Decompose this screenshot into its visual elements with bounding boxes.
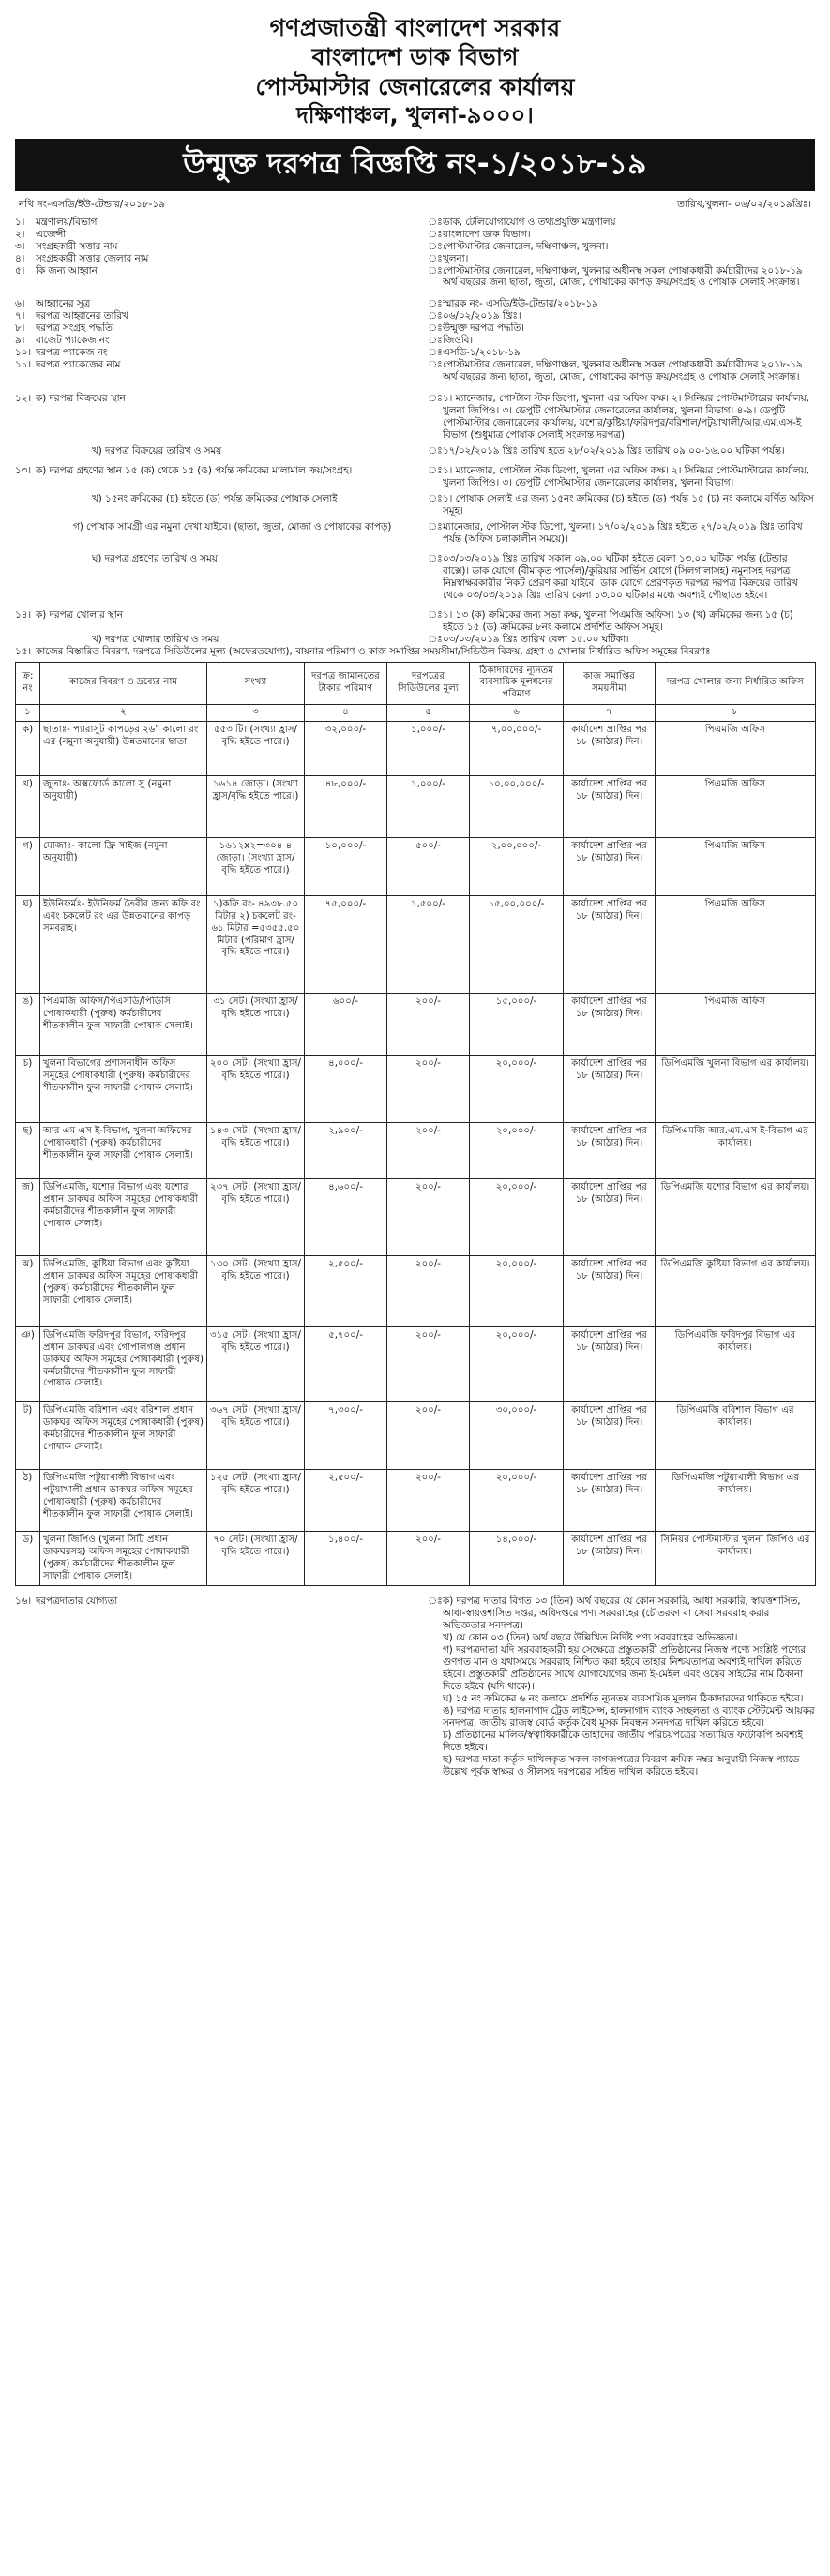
row-number: ৩। (15, 240, 25, 252)
table-cell-sl: ঠ) (16, 1470, 40, 1532)
row-number: ১১। (15, 359, 32, 371)
row-number: ১৫। (15, 645, 32, 657)
table-cell-office: ডিপিএমজি আর.এম.এস ই-বিভাগ এর কার্যালয়। (656, 1123, 816, 1179)
row-value: বাংলাদেশ ডাক বিভাগ। (443, 228, 531, 240)
qualification-item: খ) যে কোন ০৩ (তিন) অর্থ বছরে উল্লিখিত নির্দিষ্ট পণ্য সরবরাহের অভিজ্ঞতা। (443, 1632, 738, 1644)
column-header: দরপত্র জামানতের টাকার পরিমাণ (305, 662, 387, 705)
info-row (15, 310, 815, 322)
row-colon: ঃ (428, 228, 443, 240)
row-label: দরপত্র সংগ্রহ পদ্ধতি (36, 322, 113, 335)
row-value: স্মারক নং- এসডি/ইউ-টেন্ডার/২০১৮-১৯ (443, 298, 598, 310)
table-cell-deposit: ২,৯০০/- (305, 1123, 387, 1179)
column-index: ৮ (656, 705, 816, 722)
table-cell-capital: ২০,০০০/- (470, 1056, 564, 1123)
row-label: দরপত্র প্যাকেজ নং (36, 347, 108, 359)
opening-date-row (15, 634, 815, 646)
table-cell-deposit: ৪,৬০০/- (305, 1179, 387, 1256)
row-label: ক) দরপত্র বিক্রয়ের স্থান (36, 393, 126, 405)
row-number: ৭। (15, 310, 25, 322)
row-value: জিওবি। (443, 335, 474, 347)
row-colon: ঃ (428, 322, 443, 335)
table-cell-qty: ১২৫ সেট। (সংখ্যা হ্রাস/বৃদ্ধি হইতে পারে।) (207, 1470, 305, 1532)
row-label: আহ্বানের সূত্র (36, 298, 91, 310)
table-cell-capital: ৩০,০০০/- (470, 1402, 564, 1470)
row-value: ডাক, টেলিযোগাযোগ ও তথ্যপ্রযুক্তি মন্ত্রণালয় (443, 216, 616, 228)
table-cell-schedule: ২০০/- (387, 1470, 470, 1532)
row-number: ১৬। (15, 1595, 32, 1608)
table-cell-deposit: ৪৮,০০০/- (305, 776, 387, 838)
row-label: ঘ) দরপত্র গ্রহণের তারিখ ও সময় (92, 552, 218, 564)
info-row (15, 265, 815, 290)
row-value: পোস্টমাস্টার জেনারেল, দক্ষিণাঞ্চল, খুলনা। (443, 240, 609, 252)
table-cell-capital: ১৫,০০,০০০/- (470, 896, 564, 994)
row-value: ০৬/০২/২০১৯ খ্রিঃ। (443, 310, 521, 322)
memo-line (15, 197, 815, 217)
table-cell-time: কার্যাদেশ প্রাপ্তির পর ১৮ (আঠার) দিন। (564, 1056, 656, 1123)
row-label: দরপত্রদাতার যোগ্যতা (36, 1595, 118, 1608)
column-header: ক্র: নং (16, 662, 40, 705)
table-header-row (16, 662, 816, 705)
header-department: বাংলাদেশ ডাক বিভাগ (311, 43, 519, 71)
row-number: ৪। (15, 252, 25, 264)
table-row (16, 1123, 816, 1179)
table-cell-deposit: ১,৪০০/- (305, 1532, 387, 1586)
row-label: দরপত্র আহ্বানের তারিখ (36, 310, 128, 322)
table-cell-desc: আর এম এস ই-বিভাগ, খুলনা অফিসের পোষাকধারী (পুরুষ) কর্মচারীদের শীতকালীন ফুল সাফারী পোষাক সেলাই। (40, 1123, 207, 1179)
row-colon: ঃ (428, 445, 443, 457)
row-label: এজেন্সী (36, 228, 67, 240)
row-label: মন্ত্রণালয়/বিভাগ (36, 216, 98, 228)
table-cell-capital: ১০,০০,০০০/- (470, 776, 564, 838)
tender-items-table (15, 662, 816, 1587)
sample-view-row (15, 521, 815, 546)
table-cell-schedule: ১,০০০/- (387, 722, 470, 776)
table-cell-office: পিএমজি অফিস (656, 896, 816, 994)
table-cell-capital: ২,০০,০০০/- (470, 838, 564, 896)
row-colon: ঃ (428, 252, 443, 264)
table-row (16, 1532, 816, 1586)
table-cell-sl: ড) (16, 1532, 40, 1586)
letterhead (15, 13, 815, 129)
row-number: ১৪। (15, 608, 32, 621)
column-index: ২ (40, 705, 207, 722)
table-cell-office: ডিপিএমজি কুষ্টিয়া বিভাগ এর কার্যালয়। (656, 1256, 816, 1327)
row-number: ১৩। (15, 465, 32, 477)
table-cell-desc: ডিপিএমজি ফরিদপুর বিভাগ, ফরিদপুর প্রধান ডাকঘর এবং গোপালগঞ্জ প্রধান ডাকঘর অফিস সমূহের পোষাকধারী (পুরুষ) কর্মচারীদের শীতকালীন ফুল সাফারী পোষাক সেলাই। (40, 1327, 207, 1402)
row-colon: ঃ (428, 520, 443, 532)
table-cell-schedule: ২০০/- (387, 1123, 470, 1179)
notice-title-banner: উন্মুক্ত দরপত্র বিজ্ঞপ্তি নং-১/২০১৮-১৯ (15, 139, 815, 191)
row-colon: ঃ (428, 335, 443, 347)
row-colon: ঃ (428, 240, 443, 252)
row-value: ১। ম্যানেজার, পোস্টাল স্টক ডিপো, খুলনা এর অফিস কক্ষ। ২। সিনিয়র পোস্টমাস্টারের কার্যালয়, খুলনা জিপিও। ৩। ডেপুটি পোস্টমাস্টার জেনারেলের কার্যালয়, খুলনা বিভাগ। (443, 465, 809, 489)
column-index: ৫ (387, 705, 470, 722)
row-number: ৫। (15, 264, 25, 277)
info-row (15, 347, 815, 359)
row-label: ক) দরপত্র খোলার স্থান (36, 608, 123, 621)
row-value: উন্মুক্ত দরপত্র পদ্ধতি। (443, 322, 524, 335)
table-cell-deposit: ৬০০/- (305, 994, 387, 1056)
column-header: সংখ্যা (207, 662, 305, 705)
table-cell-time: কার্যাদেশ প্রাপ্তির পর ১৮ (আঠার) দিন। (564, 838, 656, 896)
table-intro-row (15, 646, 815, 658)
table-cell-qty: ১৬১৪ জোড়া। (সংখ্যা হ্রাস/বৃদ্ধি হইতে পারে।) (207, 776, 305, 838)
table-cell-office: পিএমজি অফিস (656, 994, 816, 1056)
column-header: কাজ সমাপ্তির সময়সীমা (564, 662, 656, 705)
row-colon: ঃ (428, 264, 443, 277)
table-cell-desc: মোজাঃ- কালো ফ্রি সাইজ (নমুনা অনুযায়ী) (40, 838, 207, 896)
row-colon: ঃ (428, 298, 443, 310)
table-cell-qty: ৫৫৩ টি। (সংখ্যা হ্রাস/বৃদ্ধি হইতে পারে।) (207, 722, 305, 776)
table-cell-desc: ছাতাঃ- প্যারাসুট কাপড়ের ২৬" কালো রং এর (নমুনা অনুযায়ী) উন্নতমানের ছাতা। (40, 722, 207, 776)
row-value: পোস্টমাস্টার জেনারেল, দক্ষিণাঞ্চল, খুলনার অধীনস্থ সকল পোষাকধারী কর্মচারীদের ২০১৮-১৯ অর্থ বছরের জন্য ছাতা, জুতা, মোজা, পোষাকের কাপড় ক্রয়/সংগ্রহ ও পোষাক সেলাই সংক্রান্ত। (443, 264, 803, 289)
table-cell-schedule: ২০০/- (387, 1402, 470, 1470)
row-label: খ) দরপত্র বিক্রয়ের তারিখ ও সময় (92, 445, 222, 457)
row-label: সংগ্রহকারী সত্তার নাম (36, 240, 118, 252)
table-cell-deposit: ৫,৭০০/- (305, 1327, 387, 1402)
table-cell-time: কার্যাদেশ প্রাপ্তির পর ১৮ (আঠার) দিন। (564, 896, 656, 994)
table-cell-office: ডিপিএমজি পটুয়াখালী বিভাগ এর কার্যালয়। (656, 1470, 816, 1532)
table-cell-deposit: ২,৫০০/- (305, 1470, 387, 1532)
table-cell-desc: খুলনা বিভাগের প্রশাসনাধীন অফিস সমূহের পোষাকধারী (পুরুষ) কর্মচারীদের শীতকালীন ফুল সাফারী পোষাক সেলাই। (40, 1056, 207, 1123)
table-cell-office: পিএমজি অফিস (656, 722, 816, 776)
table-cell-sl: ট) (16, 1402, 40, 1470)
row-value: ১। ম্যানেজার, পোস্টাল স্টক ডিপো, খুলনা এর অফিস কক্ষ। ২। সিনিয়র পোস্টমাস্টারের কার্যালয়, খুলনা জিপিও। ৩। ডেপুটি পোস্টমাস্টার জেনারেলের কার্যালয়, খুলনা বিভাগ। ৪-৯। ডেপুটি পোস্টমাস্টার জেনারেলের কার্যালয়, যশোর/কুষ্টিয়া/ফরিদপুর/বরিশাল/পটুয়াখালী/আর.এম.এস-ই বিভাগ (শুধুমাত্র পোষাক সেলাই সংক্রান্ত দরপত্র) (443, 393, 809, 442)
table-cell-qty: ৭০ সেট। (সংখ্যা হ্রাস/বৃদ্ধি হইতে পারে।) (207, 1532, 305, 1586)
column-index: ৭ (564, 705, 656, 722)
table-cell-deposit: ১০,০০০/- (305, 838, 387, 896)
info-row (15, 253, 815, 265)
qualification-item: ঘ) ১৫ নং ক্রমিকের ৬ নং কলামে প্রদর্শিত ন্যূনতম ব্যবসায়িক মূলধন ঠিকাদারদের থাকিতে হইবে। (443, 1693, 804, 1705)
table-row (16, 994, 816, 1056)
qualification-section (15, 1595, 815, 1778)
row-colon: ঃ (428, 359, 443, 371)
row-label: ক) দরপত্র গ্রহণের স্থান ১৫ (ক) থেকে ১৫ (ঙ) পর্যন্ত ক্রমিকের মালামাল ক্রয়/সংগ্রহ। (36, 465, 353, 477)
row-label: দরপত্র প্যাকেজের নাম (36, 359, 121, 371)
table-cell-schedule: ১,৫০০/- (387, 896, 470, 994)
column-index: ৬ (470, 705, 564, 722)
table-row (16, 1056, 816, 1123)
info-row (15, 298, 815, 310)
info-row (15, 359, 815, 383)
table-cell-time: কার্যাদেশ প্রাপ্তির পর ১৮ (আঠার) দিন। (564, 1123, 656, 1179)
memo-number: নথি নং-এসডি/ইউ-টেন্ডার/২০১৮-১৯ (19, 198, 166, 210)
table-cell-qty: ৩৬৭ সেট। (সংখ্যা হ্রাস/বৃদ্ধি হইতে পারে।) (207, 1402, 305, 1470)
table-cell-desc: ডিপিএমজি, যশোর বিভাগ এবং যশোর প্রধান ডাকঘর অফিস সমূহের পোষাকধারী কর্মচারীদের শীতকালীন ফুল সাফারী পোষাক সেলাই। (40, 1179, 207, 1256)
row-colon: ঃ (428, 465, 443, 477)
table-cell-time: কার্যাদেশ প্রাপ্তির পর ১৮ (আঠার) দিন। (564, 1402, 656, 1470)
table-cell-sl: ক) (16, 722, 40, 776)
row-colon: ঃ (428, 633, 443, 645)
table-cell-qty: ২৩৭ সেট। (সংখ্যা হ্রাস/বৃদ্ধি হইতে পারে।) (207, 1179, 305, 1256)
row-label: খ) ১৫নং ক্রমিকের (চ) হইতে (ড) পর্যন্ত ক্রমিকের পোষাক সেলাই (92, 493, 338, 504)
row-label: খ) দরপত্র খোলার তারিখ ও সময় (92, 633, 219, 645)
table-cell-sl: খ) (16, 776, 40, 838)
info-row (15, 217, 815, 229)
row-number: ৯। (15, 335, 25, 347)
column-header: দরপত্র খোলার জন্য নির্ধারিত অফিস (656, 662, 816, 705)
table-cell-sl: জ) (16, 1179, 40, 1256)
table-cell-qty: ১৬১২x২=৩০৪ ৪ জোড়া। (সংখ্যা হ্রাস/বৃদ্ধি হইতে পারে।) (207, 838, 305, 896)
table-cell-time: কার্যাদেশ প্রাপ্তির পর ১৮ (আঠার) দিন। (564, 776, 656, 838)
table-cell-desc: জুতাঃ- অক্সফোর্ড কালো সু (নমুনা অনুযায়ী) (40, 776, 207, 838)
table-cell-desc: ডিপিএমজি, কুষ্টিয়া বিভাগ এবং কুষ্টিয়া প্রধান ডাকঘর অফিস সমূহের পোষাকধারী (পুরুষ) কর্মচারীদের শীতকালীন ফুল সাফারী পোষাক সেলাই। (40, 1256, 207, 1327)
table-row (16, 776, 816, 838)
column-header: কাজের বিবরণ ও দ্রব্যের নাম (40, 662, 207, 705)
table-cell-sl: ঞ) (16, 1327, 40, 1402)
qualification-item: ক) দরপত্র দাতার বিগত ০৩ (তিন) অর্থ বছরের যে কোন সরকারি, আধা সরকারি, স্বায়ত্তশাসিত, আধা-স্বায়ত্তশাসিত দপ্তর, অধিদপ্তরে পণ্য সরবরাহের (চৌতরফা বা সেবা সরবরাহ করার অভিজ্ঞতার সনদপত্র। (443, 1595, 801, 1632)
row-label: বাজেট প্যাকেজ নং (36, 335, 110, 347)
table-cell-time: কার্যাদেশ প্রাপ্তির পর ১৮ (আঠার) দিন। (564, 1532, 656, 1586)
table-cell-office: পিএমজি অফিস (656, 776, 816, 838)
row-colon: ঃ (428, 1595, 443, 1608)
table-cell-deposit: ৭,৩০০/- (305, 1402, 387, 1470)
table-cell-capital: ২০,০০০/- (470, 1327, 564, 1402)
info-rows (15, 217, 815, 658)
table-cell-schedule: ২০০/- (387, 994, 470, 1056)
row-number: ২। (15, 228, 25, 240)
submit-tailoring-row (15, 493, 815, 517)
table-cell-sl: গ) (16, 838, 40, 896)
table-cell-capital: ২০,০০০/- (470, 1470, 564, 1532)
row-number: ৬। (15, 298, 25, 310)
table-cell-deposit: ৪,০০০/- (305, 1056, 387, 1123)
row-value: ১। পোষাক সেলাই এর জন্য ১৫নং ক্রমিকের (চ) হইতে (ড) পর্যন্ত ১৫ (চ) নং কলামে বর্ণিত অফিস সমূহ। (443, 493, 814, 517)
header-location: দক্ষিণাঞ্চল, খুলনা-৯০০০। (296, 101, 534, 128)
table-cell-time: কার্যাদেশ প্রাপ্তির পর ১৮ (আঠার) দিন। (564, 722, 656, 776)
info-row (15, 335, 815, 347)
table-intro-text: কাজের বিস্তারিত বিবরণ, দরপত্রে সিডিউলের মূল্য (অফেরতযোগ্য), বায়নার পরিমাণ ও কাজ সমাপ্তির সময়সীমা/সিডিউল বিক্রয়, গ্রহণ ও খোলার নির্ধারিত অফিস সমূহের বিবরণঃ (36, 645, 711, 657)
qualification-item: ছ) দরপত্র দাতা কর্তৃক দাখিলকৃত সকল কাগজপত্রের বিবরণ ক্রমিক নম্বর অনুযায়ী নিজস্ব প্যাডে উল্লেখ পূর্বক স্বাক্ষর ও সীলসহ দরপত্রের সহিত দাখিল করিতে হইবে। (443, 1753, 800, 1777)
row-number: ১২। (15, 393, 32, 405)
row-value: পোস্টমাস্টার জেনারেল, দক্ষিণাঞ্চল, খুলনার অধীনস্থ সকল পোষাকধারী কর্মচারীদের ২০১৮-১৯ অর্থ বছরের জন্য ছাতা, জুতা, মোজা, পোষাকের কাপড় ক্রয়/সংগ্রহ ও পোষাক সেলাই সংক্রান্ত। (443, 359, 803, 383)
row-colon: ঃ (428, 393, 443, 405)
opening-place-row (15, 609, 815, 634)
row-value: এসডি-১/২০১৮-১৯ (443, 347, 521, 359)
table-row (16, 1470, 816, 1532)
row-label: কি জন্য আহ্বান (36, 264, 98, 277)
row-colon: ঃ (428, 552, 443, 564)
row-number: ১০। (15, 347, 32, 359)
row-value: ০৩/০৩/২০১৯ খ্রিঃ তারিখ বেলা ১৫.০০ ঘটিকা। (443, 633, 629, 645)
column-index: ৪ (305, 705, 387, 722)
table-cell-time: কার্যাদেশ প্রাপ্তির পর ১৮ (আঠার) দিন। (564, 1256, 656, 1327)
table-body (16, 722, 816, 1586)
table-cell-deposit: ২,৫০০/- (305, 1256, 387, 1327)
table-cell-sl: ঙ) (16, 994, 40, 1056)
qualification-row (15, 1595, 815, 1778)
table-cell-schedule: ২০০/- (387, 1327, 470, 1402)
memo-date: তারিখ,খুলনা- ০৬/০২/২০১৯খ্রিঃ। (677, 198, 811, 210)
table-cell-office: সিনিয়র পোস্টমাস্টার খুলনা জিপিও এর কার্যালয়। (656, 1532, 816, 1586)
table-cell-schedule: ২০০/- (387, 1179, 470, 1256)
qualification-item: গ) দরপত্রদাতা যদি সরবরাহকারী হয় সেক্ষেত্রে প্রস্তুতকারী প্রতিষ্ঠানের নিজস্ব পণ্যে সংশ্লিষ্ট পণ্যের গুণগত মান ও যথাসময়ে সরবরাহ নিশ্চিত করা হইবে তাহার নিশ্চয়তাপত্র অবশ্যই দাখিল করিতে হইবে। প্রস্তুতকারী প্রতিষ্ঠানের সাথে যোগাযোগের জন্য ই-মেইল এবং ওয়েব সাইটের নাম ঠিকানা দিতে হইবে (যদি থাকে)। (443, 1644, 807, 1693)
qualification-item: ঙ) দরপত্র দাতার হালনাগাদ ট্রেড লাইসেন্স, হালনাগাদ ব্যাংক সচ্ছলতা ও ব্যাংক স্টেটমেন্ট আয়কর সনদপত্র, জাতীয় রাজস্ব বোর্ড কর্তৃক বৈধ মূসক নিবন্ধন সনদপত্র দাখিল করিতে হইবে। (443, 1705, 815, 1730)
row-value: খুলনা। (443, 252, 469, 264)
table-cell-sl: চ) (16, 1056, 40, 1123)
row-value: ১। ১৩ (ক) ক্রমিকের জন্য সভা কক্ষ, খুলনা পিএমজি অফিস। ১৩ (খ) ক্রমিকের জন্য ১৫ (চ) হইতে ১৫ (ড) ক্রমিকের ৮নং কলামে প্রদর্শিত অফিস সমূহ। (443, 608, 793, 633)
table-cell-desc: পিএমজি অফিস/পিএসডি/পিডিসি পোষাকধারী (পুরুষ) কর্মচারীদের শীতকালীন ফুল সাফারী পোষাক সেলাই। (40, 994, 207, 1056)
table-cell-sl: ঘ) (16, 896, 40, 994)
table-cell-time: কার্যাদেশ প্রাপ্তির পর ১৮ (আঠার) দিন। (564, 1327, 656, 1402)
table-row (16, 896, 816, 994)
table-cell-desc: ইউনিফর্মঃ- ইউনিফর্ম তৈরীর জন্য কফি রং এবং চকলেট রং এর উন্নতমানের কাপড় সমবরাহ। (40, 896, 207, 994)
table-cell-time: কার্যাদেশ প্রাপ্তির পর ১৮ (আঠার) দিন। (564, 994, 656, 1056)
table-cell-deposit: ৭৫,০০০/- (305, 896, 387, 994)
table-cell-office: পিএমজি অফিস (656, 838, 816, 896)
row-label: গ) পোষাক সামগ্রী এর নমুনা দেখা যাইবে। (ছাতা, জুতা, মোজা ও পোষাকের কাপড়) (73, 520, 392, 532)
table-cell-schedule: ২০০/- (387, 1532, 470, 1586)
table-row (16, 1256, 816, 1327)
row-value: ০৩/০৩/২০১৯ খ্রিঃ তারিখ সকাল ০৯.০০ ঘটিকা হইতে বেলা ১৩.০০ ঘটিকা পর্যন্ত (টেন্ডার বাক্সে)। ডাক যোগে (বীমাকৃত পার্সেল)/কুরিয়ার সার্ভিস যোগে (সিলগালাসহ) নমুনাসহ দরপত্র নিম্নস্বাক্ষরকারীর নিকট প্রেরণ করা যাইবে। ডাক যোগে প্রেরণকৃত দরপত্র দরপত্র বিক্রয়ের তারিখ থেকে ০৩/০৩/২০১৯ খ্রিঃ তারিখ বেলা ১৩.০০ ঘটিকার মধ্যে অবশ্যই পৌছাতে হইবে। (443, 552, 798, 601)
qualification-item: চ) প্রতিষ্ঠানের মালিক/স্বত্বাধিকারীকে তাহাদের জাতীয় পরিচয়পত্রের সত্যায়িত ফটোকপি অবশ্যই দিতে হইবে। (443, 1730, 803, 1753)
column-index-row (16, 705, 816, 722)
table-row (16, 722, 816, 776)
table-cell-capital: ১৫,০০০/- (470, 994, 564, 1056)
row-colon: ঃ (428, 310, 443, 322)
table-cell-capital: ২০,০০০/- (470, 1123, 564, 1179)
table-cell-schedule: ১,০০০/- (387, 776, 470, 838)
table-cell-office: ডিপিএমজি খুলনা বিভাগ এর কার্যালয়। (656, 1056, 816, 1123)
table-cell-time: কার্যাদেশ প্রাপ্তির পর ১৮ (আঠার) দিন। (564, 1179, 656, 1256)
table-cell-deposit: ৩২,০০০/- (305, 722, 387, 776)
column-index: ১ (16, 705, 40, 722)
column-index: ৩ (207, 705, 305, 722)
table-cell-desc: ডিপিএমজি পটুয়াখালী বিভাগ এবং পটুয়াখালী প্রধান ডাকঘর অফিস সমূহের পোষাকধারী (পুরুষ) কর্মচারীদের শীতকালীন ফুল সাফারী পোষাক সেলাই। (40, 1470, 207, 1532)
row-colon: ঃ (428, 608, 443, 621)
table-cell-desc: ডিপিএমজি বরিশাল এবং বরিশাল প্রধান ডাকঘর অফিস সমূহের পোষাকধারী (পুরুষ) কর্মচারীদের শীতকালীন ফুল সাফারী পোষাক সেলাই। (40, 1402, 207, 1470)
table-cell-qty: ১)কফি রং- ৪৯৩৮.৫০ মিটার ২) চকলেট রং- ৬১ মিটার =৫৩৫৫.৫০ মিটার (পরিমাণ হ্রাস/বৃদ্ধি হইতে পারে।) (207, 896, 305, 994)
table-cell-capital: ১৪,০০০/- (470, 1532, 564, 1586)
table-cell-office: ডিপিএমজি বরিশাল বিভাগ এর কার্যালয়। (656, 1402, 816, 1470)
info-row (15, 229, 815, 241)
header-office: পোস্টমাস্টার জেনারেলের কার্যালয় (255, 72, 575, 100)
table-cell-sl: ছ) (16, 1123, 40, 1179)
table-cell-capital: ২০,০০০/- (470, 1256, 564, 1327)
row-value: ম্যানেজার, পোস্টাল স্টক ডিপো, খুলনা। ১৭/০২/২০১৯ খ্রিঃ হইতে ২৭/০২/২০১৯ খ্রিঃ তারিখ পর্যন্ত (অফিস চলাকালীন সময়ে)। (443, 520, 803, 545)
table-row (16, 838, 816, 896)
table-cell-qty: ১৪৩ সেট। (সংখ্যা হ্রাস/বৃদ্ধি হইতে পারে।) (207, 1123, 305, 1179)
table-cell-schedule: ২০০/- (387, 1056, 470, 1123)
row-number: ১। (15, 216, 25, 228)
submit-place-row (15, 465, 815, 489)
column-header: দরপত্রের সিডিউলের মূল্য (387, 662, 470, 705)
submit-date-row (15, 553, 815, 602)
table-cell-qty: ২০০ সেট। (সংখ্যা হ্রাস/বৃদ্ধি হইতে পারে।) (207, 1056, 305, 1123)
table-cell-office: ডিপিএমজি যশোর বিভাগ এর কার্যালয়। (656, 1179, 816, 1256)
table-row (16, 1327, 816, 1402)
row-number: ৮। (15, 322, 25, 335)
info-row (15, 241, 815, 253)
table-cell-desc: খুলনা জিপিও (খুলনা সিটি প্রধান ডাকঘরসহ) অফিস সমূহের পোষাকধারী (পুরুষ) কর্মচারীদের শীতকালীন ফুল সাফারী পোষাক সেলাই। (40, 1532, 207, 1586)
sale-place-row (15, 393, 815, 442)
qualification-list (443, 1595, 815, 1778)
row-colon: ঃ (428, 347, 443, 359)
table-cell-capital: ২০,০০০/- (470, 1179, 564, 1256)
sale-date-row (15, 445, 815, 457)
header-government: গণপ্রজাতন্ত্রী বাংলাদেশ সরকার (269, 14, 561, 41)
table-row (16, 1179, 816, 1256)
table-cell-qty: ৩১ সেট। (সংখ্যা হ্রাস/বৃদ্ধি হইতে পারে।) (207, 994, 305, 1056)
table-cell-qty: ১৩০ সেট। (সংখ্যা হ্রাস/বৃদ্ধি হইতে পারে।) (207, 1256, 305, 1327)
table-cell-office: ডিপিএমজি ফরিদপুর বিভাগ এর কার্যালয়। (656, 1327, 816, 1402)
row-colon: ঃ (428, 216, 443, 228)
table-cell-time: কার্যাদেশ প্রাপ্তির পর ১৮ (আঠার) দিন। (564, 1470, 656, 1532)
info-row (15, 322, 815, 335)
row-label: সংগ্রহকারী সত্তার জেলার নাম (36, 252, 149, 264)
table-row (16, 1402, 816, 1470)
table-cell-capital: ৭,০০,০০০/- (470, 722, 564, 776)
table-cell-qty: ৩১৫ সেট। (সংখ্যা হ্রাস/বৃদ্ধি হইতে পারে।) (207, 1327, 305, 1402)
table-cell-sl: ঝ) (16, 1256, 40, 1327)
row-value: ১৭/০২/২০১৯ খ্রিঃ তারিখ হতে ২৮/০২/২০১৯ খ্রিঃ তারিখ ০৯.০০-১৬.০০ ঘটিকা পর্যন্ত। (443, 445, 785, 457)
table-cell-schedule: ৫০০/- (387, 838, 470, 896)
table-cell-schedule: ২০০/- (387, 1256, 470, 1327)
column-header: ঠিকাদারদের ন্যূনতম ব্যবসায়িক মূলধনের পরিমাণ (470, 662, 564, 705)
row-colon: ঃ (428, 493, 443, 504)
